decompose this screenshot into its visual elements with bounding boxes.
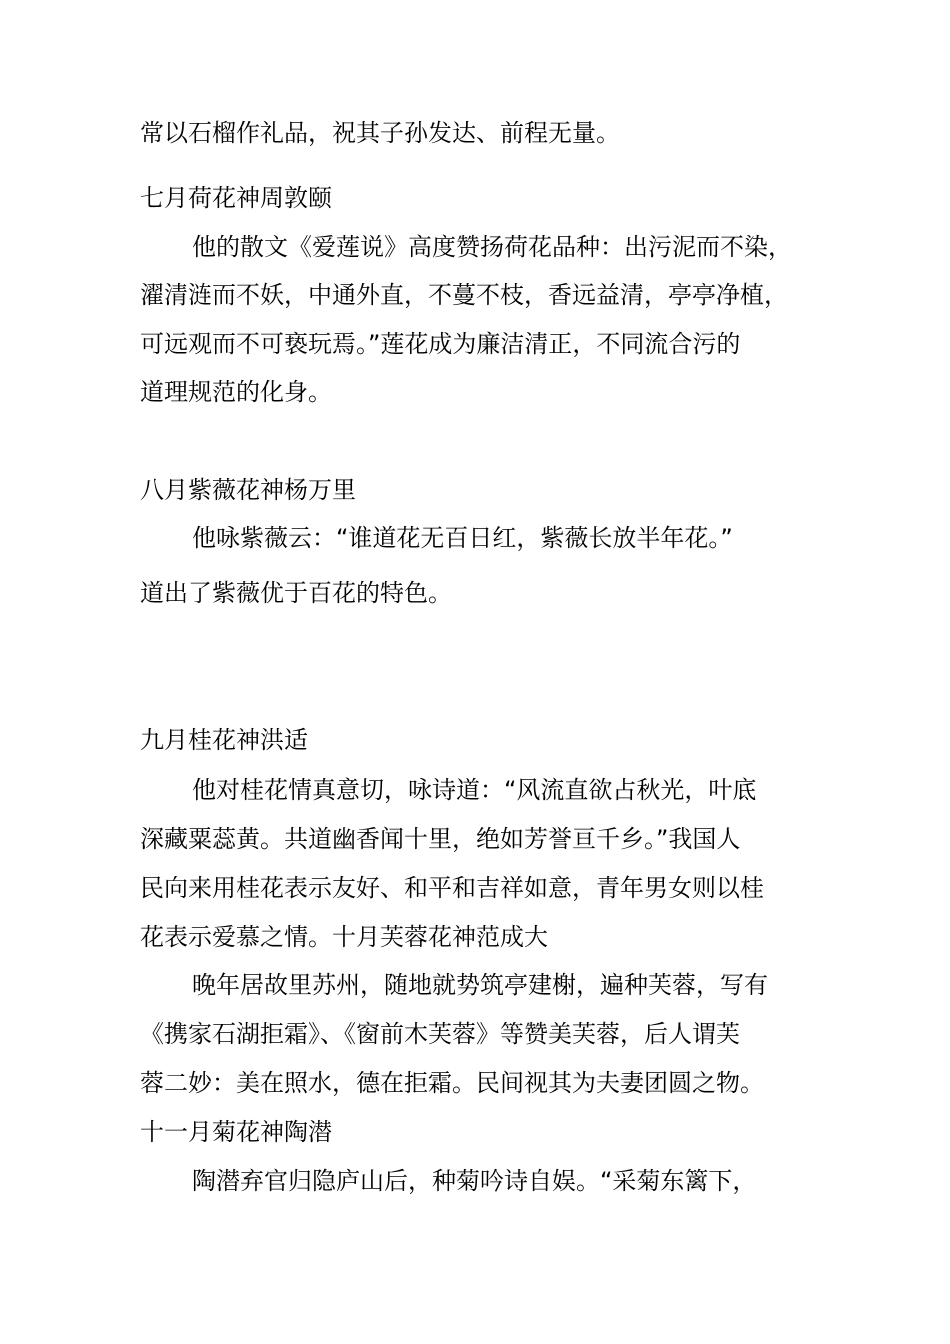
paragraph-line: 他咏紫薇云：“谁道花无百日红，紫薇长放半年花。” bbox=[192, 524, 733, 552]
section-heading-september: 九月桂花神洪适 bbox=[140, 726, 308, 754]
section-heading-november: 十一月菊花神陶潜 bbox=[140, 1118, 332, 1146]
section-heading-july: 七月荷花神周敦颐 bbox=[140, 184, 332, 212]
paragraph-line: 濯清涟而不妖，中通外直，不蔓不枝，香远益清，亭亭净植， bbox=[140, 281, 788, 309]
paragraph-line: 可远观而不可亵玩焉。”莲花成为廉洁清正，不同流合污的 bbox=[140, 330, 741, 358]
paragraph-line: 民向来用桂花表示友好、和平和吉祥如意，青年男女则以桂 bbox=[140, 874, 764, 902]
paragraph-line: 深藏粟蕊黄。共道幽香闻十里，绝如芳誉亘千乡。”我国人 bbox=[140, 825, 741, 853]
paragraph-line: 道出了紫薇优于百花的特色。 bbox=[140, 579, 452, 607]
paragraph-line: 常以石榴作礼品，祝其子孙发达、前程无量。 bbox=[140, 119, 620, 147]
paragraph-line: 蓉二妙：美在照水，德在拒霜。民间视其为夫妻团圆之物。 bbox=[140, 1069, 764, 1097]
paragraph-line: 他的散文《爱莲说》高度赞扬荷花品种：出污泥而不染， bbox=[192, 233, 792, 261]
paragraph-line: 陶潜弃官归隐庐山后，种菊吟诗自娱。“采菊东篱下， bbox=[192, 1167, 757, 1195]
paragraph-line: 他对桂花情真意切，咏诗道：“风流直欲占秋光，叶底 bbox=[192, 776, 757, 804]
paragraph-line: 晚年居故里苏州，随地就势筑亭建榭，遍种芙蓉，写有 bbox=[192, 971, 768, 999]
section-heading-august: 八月紫薇花神杨万里 bbox=[140, 476, 356, 504]
paragraph-line: 《携家石湖拒霜》、《窗前木芙蓉》等赞美芙蓉，后人谓芙 bbox=[140, 1020, 740, 1048]
paragraph-line: 花表示爱慕之情。十月芙蓉花神范成大 bbox=[140, 923, 548, 951]
paragraph-line: 道理规范的化身。 bbox=[140, 378, 332, 406]
